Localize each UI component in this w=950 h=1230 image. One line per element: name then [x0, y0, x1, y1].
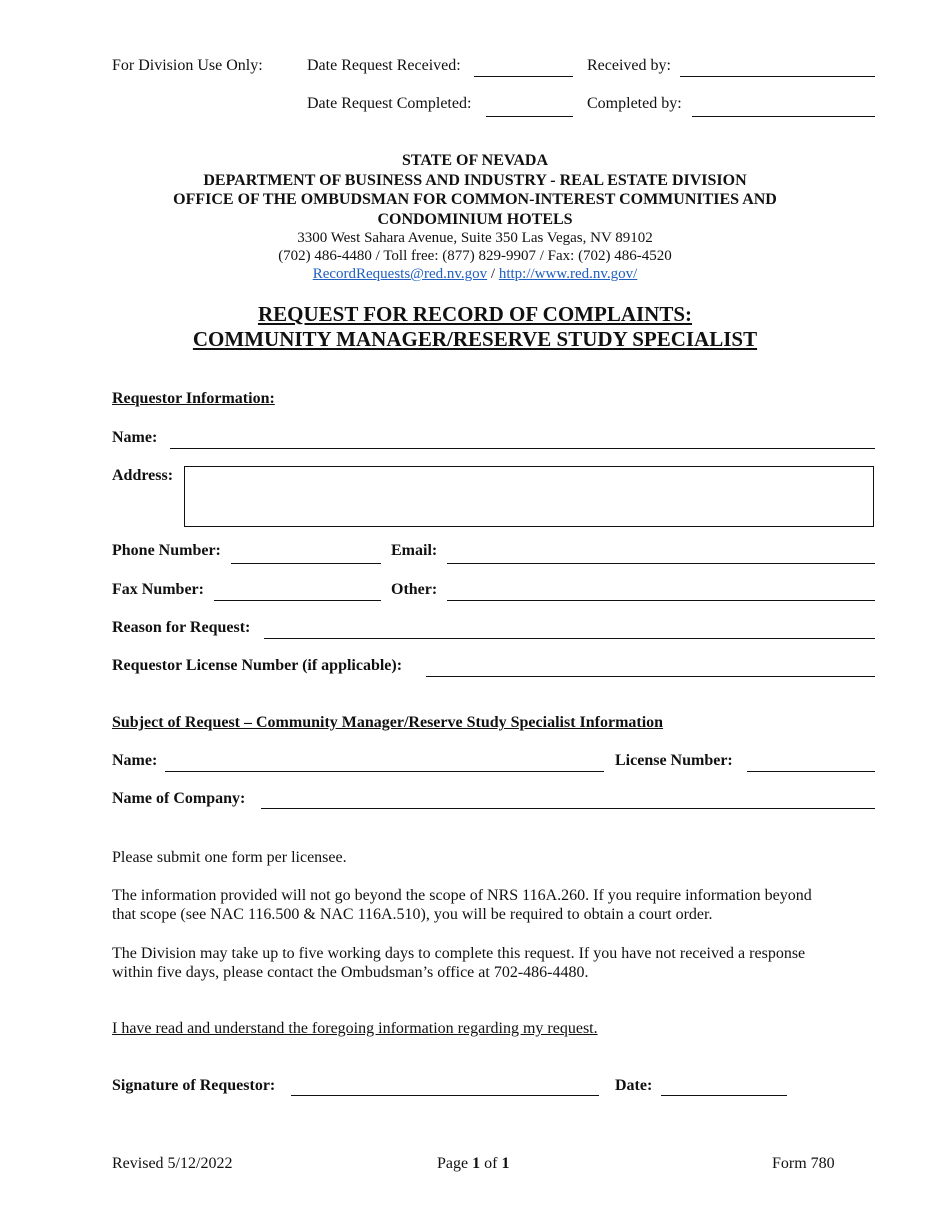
email-field[interactable] — [447, 563, 875, 564]
page-current: 1 — [472, 1155, 481, 1172]
form-number: Form 780 — [772, 1155, 835, 1172]
requestor-license-field[interactable] — [426, 676, 875, 677]
other-label: Other: — [391, 581, 438, 598]
subject-name-label: Name: — [112, 752, 158, 769]
company-label: Name of Company: — [112, 790, 246, 807]
page-number — [437, 1155, 509, 1173]
note-scope: The information provided will not go beyond the scope of NRS 116A.260. If you require information beyond that scope (see NAC 116.500 & NAC 116A.510), you will be required to obtain a court order. — [112, 887, 812, 923]
signature-date-field[interactable] — [661, 1095, 787, 1096]
subject-license-field[interactable] — [747, 771, 875, 772]
requestor-name-field[interactable] — [170, 448, 875, 449]
page-of: of — [484, 1155, 498, 1172]
fax-label: Fax Number: — [112, 581, 204, 598]
requestor-name-label: Name: — [112, 429, 158, 446]
received-by-label: Received by: — [587, 57, 671, 74]
header-department: DEPARTMENT OF BUSINESS AND INDUSTRY - REAL ESTATE DIVISION — [203, 172, 747, 189]
header-contact-links — [0, 266, 950, 283]
reason-field[interactable] — [264, 638, 875, 639]
reason-label: Reason for Request: — [112, 619, 251, 636]
subject-license-label: License Number: — [615, 752, 733, 769]
header-phones: (702) 486-4480 / Toll free: (877) 829-9907 / Fax: (702) 486-4520 — [278, 248, 672, 264]
header-state: STATE OF NEVADA — [401, 152, 549, 169]
note-one-form: Please submit one form per licensee. — [112, 849, 347, 866]
requestor-address-field[interactable] — [184, 466, 874, 527]
completed-by-field[interactable] — [692, 116, 875, 117]
subject-name-field[interactable] — [165, 771, 604, 772]
date-received-label: Date Request Received: — [307, 57, 461, 74]
fax-field[interactable] — [214, 600, 381, 601]
date-received-field[interactable] — [474, 76, 573, 77]
phone-label: Phone Number: — [112, 542, 221, 559]
subject-heading: Subject of Request – Community Manager/Reserve Study Specialist Information — [112, 714, 664, 731]
link-separator: / — [490, 266, 496, 282]
email-label: Email: — [391, 542, 438, 559]
requestor-address-label: Address: — [112, 467, 174, 484]
signature-label: Signature of Requestor: — [112, 1077, 276, 1094]
division-use-label: For Division Use Only: — [112, 57, 263, 74]
header-address: 3300 West Sahara Avenue, Suite 350 Las Vegas, NV 89102 — [297, 230, 653, 246]
signature-date-label: Date: — [615, 1077, 653, 1094]
note-timeframe: The Division may take up to five working days to complete this request. If you have not received a response within five days, please contact the Ombudsman’s office at 702-486-4480. — [112, 945, 806, 981]
completed-by-label: Completed by: — [587, 95, 682, 112]
acknowledgement: I have read and understand the foregoing information regarding my request. — [112, 1020, 598, 1037]
requestor-heading: Requestor Information: — [112, 390, 275, 407]
signature-field[interactable] — [291, 1095, 599, 1096]
website-link[interactable]: http://www.red.nv.gov/ — [498, 266, 638, 282]
header-office: OFFICE OF THE OMBUDSMAN FOR COMMON-INTEREST COMMUNITIES AND — [173, 191, 777, 208]
requestor-license-label: Requestor License Number (if applicable): — [112, 657, 403, 674]
phone-field[interactable] — [231, 563, 381, 564]
date-completed-label: Date Request Completed: — [307, 95, 472, 112]
received-by-field[interactable] — [680, 76, 875, 77]
page-total: 1 — [501, 1155, 510, 1172]
other-field[interactable] — [447, 600, 875, 601]
header-office-cont: CONDOMINIUM HOTELS — [377, 211, 573, 228]
form-title-line1: REQUEST FOR RECORD OF COMPLAINTS: — [257, 302, 693, 326]
page-word: Page — [437, 1155, 469, 1172]
revised-date: Revised 5/12/2022 — [112, 1155, 233, 1172]
date-completed-field[interactable] — [486, 116, 573, 117]
email-link[interactable]: RecordRequests@red.nv.gov — [312, 266, 488, 282]
form-title-line2: COMMUNITY MANAGER/RESERVE STUDY SPECIALIST — [192, 327, 758, 351]
company-field[interactable] — [261, 808, 875, 809]
